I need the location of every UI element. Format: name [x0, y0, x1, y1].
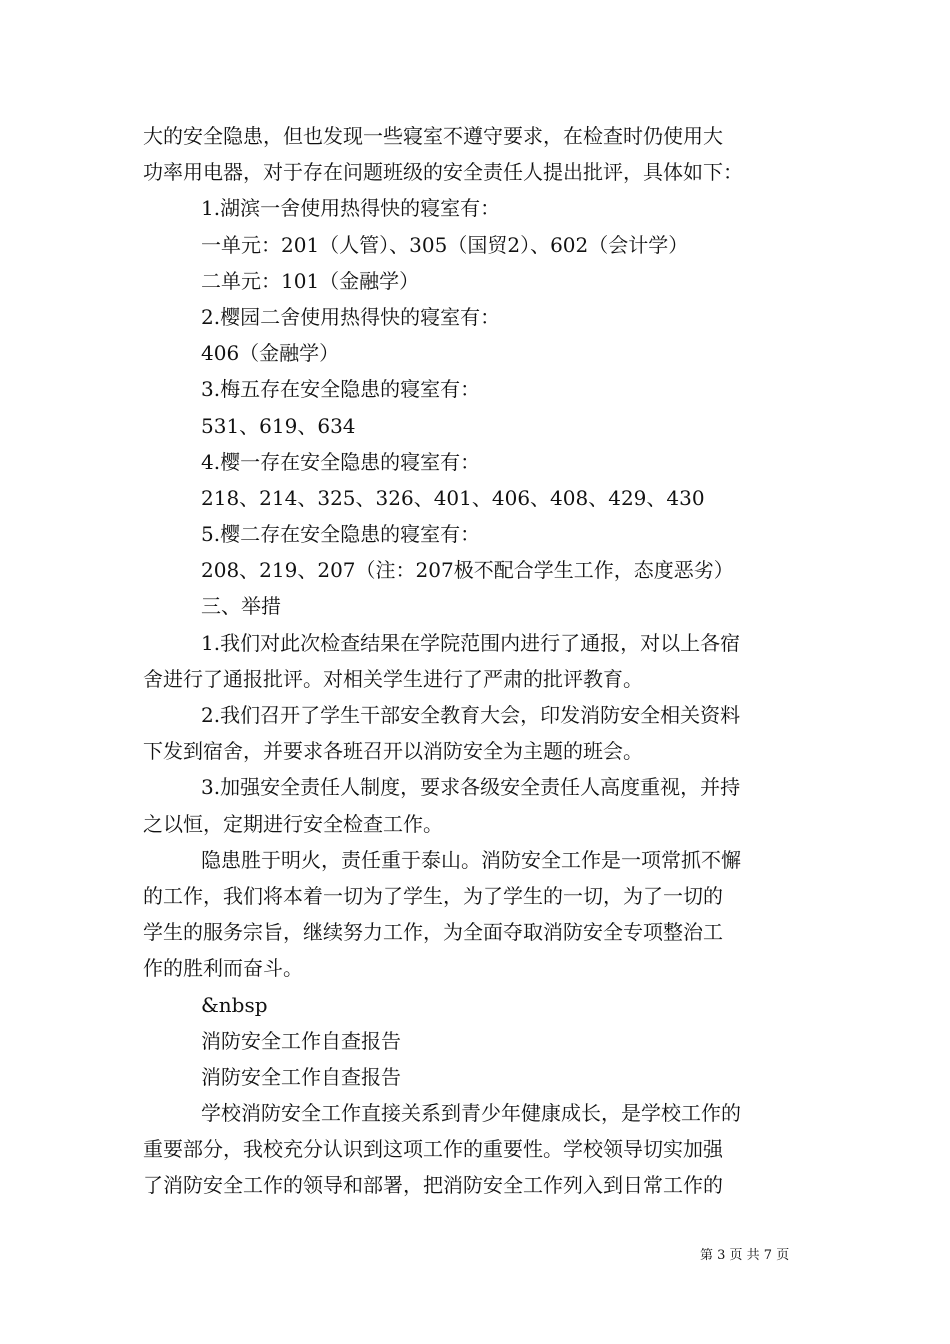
list-item: 二单元：101（金融学） — [201, 268, 420, 293]
doc-title: 消防安全工作自查报告 — [201, 1028, 401, 1053]
paragraph-line: 2.我们召开了学生干部安全教育大会，印发消防安全相关资料 — [201, 703, 741, 727]
paragraph-line: 1.我们对此次检查结果在学院范围内进行了通报，对以上各宿 — [201, 630, 741, 655]
paragraph-line: 了消防安全工作的领导和部署，把消防安全工作列入到日常工作的 — [143, 1173, 723, 1198]
text-line: &nbsp — [201, 992, 268, 1017]
page-number-footer: 第 3 页 共 7 页 — [700, 1248, 790, 1263]
paragraph-line: 重要部分，我校充分认识到这项工作的重要性。学校领导切实加强 — [143, 1137, 723, 1162]
paragraph-line: 之以恒，定期进行安全检查工作。 — [143, 811, 443, 836]
list-item: 4.樱一存在安全隐患的寝室有： — [201, 449, 481, 474]
section-heading: 三、举措 — [201, 594, 281, 619]
paragraph-line: 隐患胜于明火，责任重于泰山。消防安全工作是一项常抓不懈 — [201, 847, 741, 872]
document-body — [143, 118, 813, 1204]
list-item: 208、219、207（注：207极不配合学生工作，态度恶劣） — [201, 558, 734, 583]
paragraph-line: 学生的服务宗旨，继续努力工作，为全面夺取消防安全专项整治工 — [143, 920, 723, 945]
text-line: 大的安全隐患，但也发现一些寝室不遵守要求，在检查时仍使用大 — [143, 124, 723, 148]
list-item: 1.湖滨一舍使用热得快的寝室有： — [201, 196, 501, 221]
text-line: 功率用电器，对于存在问题班级的安全责任人提出批评，具体如下： — [143, 160, 743, 185]
paragraph-line: 3.加强安全责任人制度，要求各级安全责任人高度重视，并持 — [201, 775, 741, 800]
doc-title: 消防安全工作自查报告 — [201, 1064, 401, 1089]
list-item: 2.樱园二舍使用热得快的寝室有： — [201, 304, 501, 329]
paragraph-line: 下发到宿舍，并要求各班召开以消防安全为主题的班会。 — [143, 739, 643, 764]
paragraph-line: 作的胜利而奋斗。 — [143, 956, 303, 981]
paragraph-line: 的工作，我们将本着一切为了学生，为了学生的一切，为了一切的 — [143, 883, 723, 908]
list-item: 一单元：201（人管）、305（国贸2）、602（会计学） — [201, 232, 689, 257]
list-item: 406（金融学） — [201, 341, 340, 366]
list-item: 218、214、325、326、401、406、408、429、430 — [201, 485, 705, 510]
list-item: 3.梅五存在安全隐患的寝室有： — [201, 377, 481, 402]
paragraph-line: 舍进行了通报批评。对相关学生进行了严肃的批评教育。 — [143, 666, 643, 691]
list-item: 531、619、634 — [201, 413, 356, 438]
paragraph-line: 学校消防安全工作直接关系到青少年健康成长，是学校工作的 — [201, 1101, 741, 1126]
list-item: 5.樱二存在安全隐患的寝室有： — [201, 522, 481, 547]
